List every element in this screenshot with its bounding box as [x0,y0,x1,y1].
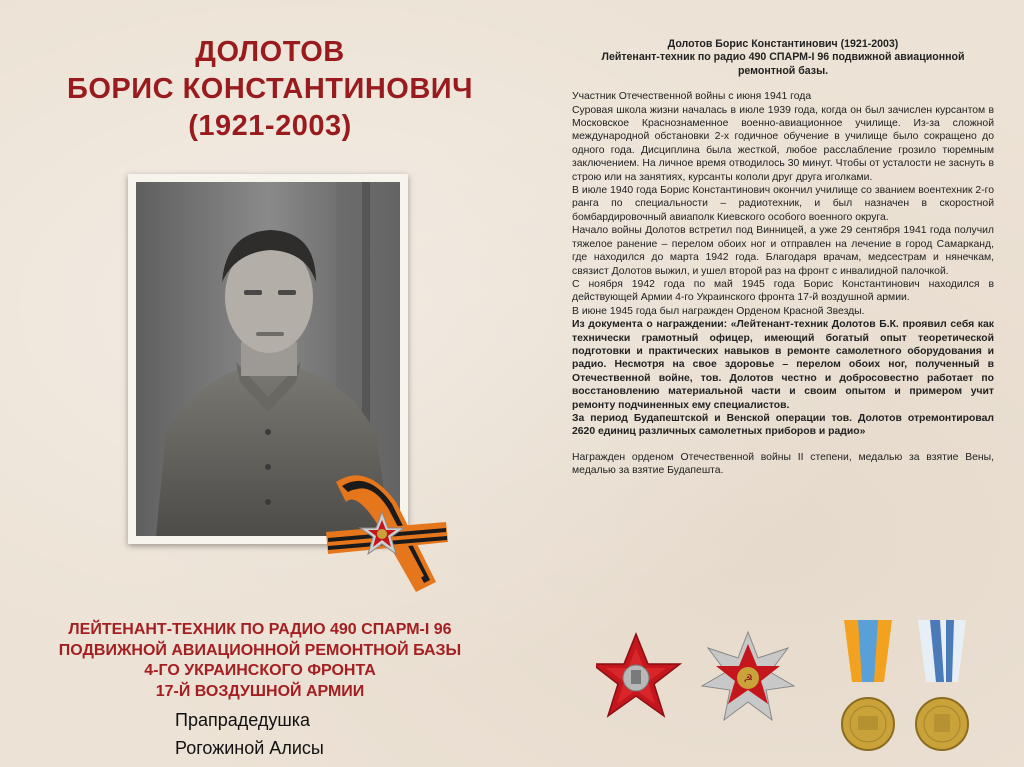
bio-paragraph: Начало войны Долотов встретил под Винницей, а уже 29 сентября 1941 года получил тяжелое ранение – перелом обоих ног и отправлен на лечение в город Самарканд, где находился до марта 1942 года. Благодаря врачам, медсестрам и нянечкам, связист Долотов выжил, и ушел второй раз на фронт с инвалидной палочкой. [572,225,994,277]
dedication-caption [175,706,435,762]
bio-paragraph-bold [572,318,994,412]
caption-line-1: Прапрадедушка [175,710,311,730]
order-of-red-star-icon [596,634,680,716]
awards-row [596,612,1016,762]
award-quote: Из документа о награждении: «Лейтенант-техник Долотов Б.К. проявил себя как технически грамотный офицер, имеющий богатый опыт теоретической подготовки и практических навыков в ремонте самолетного оборудования и радио. Несмотря на свое здоровье – перелом обоих ног, полученный в Отечественной войне, тов. Долотов честно и добросовестно работает по восстановлению материальной части и своим опытом и примером учит ремонту подчиненных ему специалистов. [572,319,994,411]
surname: ДОЛОТОВ [195,36,345,68]
rank-line: ЛЕЙТЕНАНТ-ТЕХНИК ПО РАДИО 490 СПАРМ-І 96 [68,621,452,638]
bio-title-line: Лейтенант-техник по радио 490 СПАРМ-І 96 подвижной авиационной [601,51,965,64]
bio-paragraph: Суровая школа жизни началась в июле 1939 года, когда он был зачислен курсантом в Московское Краснознаменное военно-авиационное училище. Из-за сложной международной обстановки 2-х годичное обучение в училище было сокращено до одного года. Дисциплина была жесткой, любое расслабление грозило тюремным заключением. На личное время отводилось 30 минут. Чтобы от усталости не заснуть в строю или на занятиях, курсанты кололи друг друга иголками. [572,104,994,183]
st-george-ribbon-icon [316,462,456,602]
bio-title-line: ремонтной базы. [737,64,829,77]
medal-budapest-icon [842,620,894,750]
order-of-patriotic-war-icon [702,632,794,720]
biography-text [572,38,994,478]
bio-title-line: Долотов Борис Константинович (1921-2003) [667,38,899,50]
given-names: БОРИС КОНСТАНТИНОВИЧ [66,73,473,105]
name-heading [20,34,520,145]
rank-line: 4-ГО УКРАИНСКОГО ФРОНТА [144,662,376,679]
rank-line: 17-Й ВОЗДУШНОЙ АРМИИ [155,682,365,700]
bio-paragraph-bold [572,412,994,439]
rank-line: ПОДВИЖНОЙ АВИАЦИОННОЙ РЕМОНТНОЙ БАЗЫ [58,641,462,659]
bio-paragraph: Участник Отечественной войны с июня 1941 года [572,91,812,103]
svg-text:☭: ☭ [743,672,753,685]
bio-paragraph: Награжден орденом Отечественной войны II степени, медалью за взятие Вены, медалью за взятие Будапешта. [572,451,994,477]
award-quote-end: За период Будапештской и Венской операции тов. Долотов отремонтировал 2620 единиц различных самолетных приборов и радио» [572,412,994,438]
bio-paragraph: В июле 1940 года Борис Константинович окончил училище со званием воентехник 2-го ранга по специальности – радиотехник, и был назначен в скоростной бомбардировочный авиаполк Киевского особого военного округа. [572,185,994,223]
bio-paragraph: В июне 1945 года был награжден Орденом Красной Звезды. [572,305,865,317]
bio-paragraph: С ноября 1942 года по май 1945 года Борис Константинович находился в действующей Армии 4-го Украинского фронта 17-й воздушной армии. [572,278,994,304]
life-years: (1921-2003) [188,110,352,142]
bio-title [572,38,994,78]
rank-title [20,620,500,702]
caption-line-2: Рогожиной Алисы [175,738,324,758]
medal-vienna-icon [916,620,968,750]
